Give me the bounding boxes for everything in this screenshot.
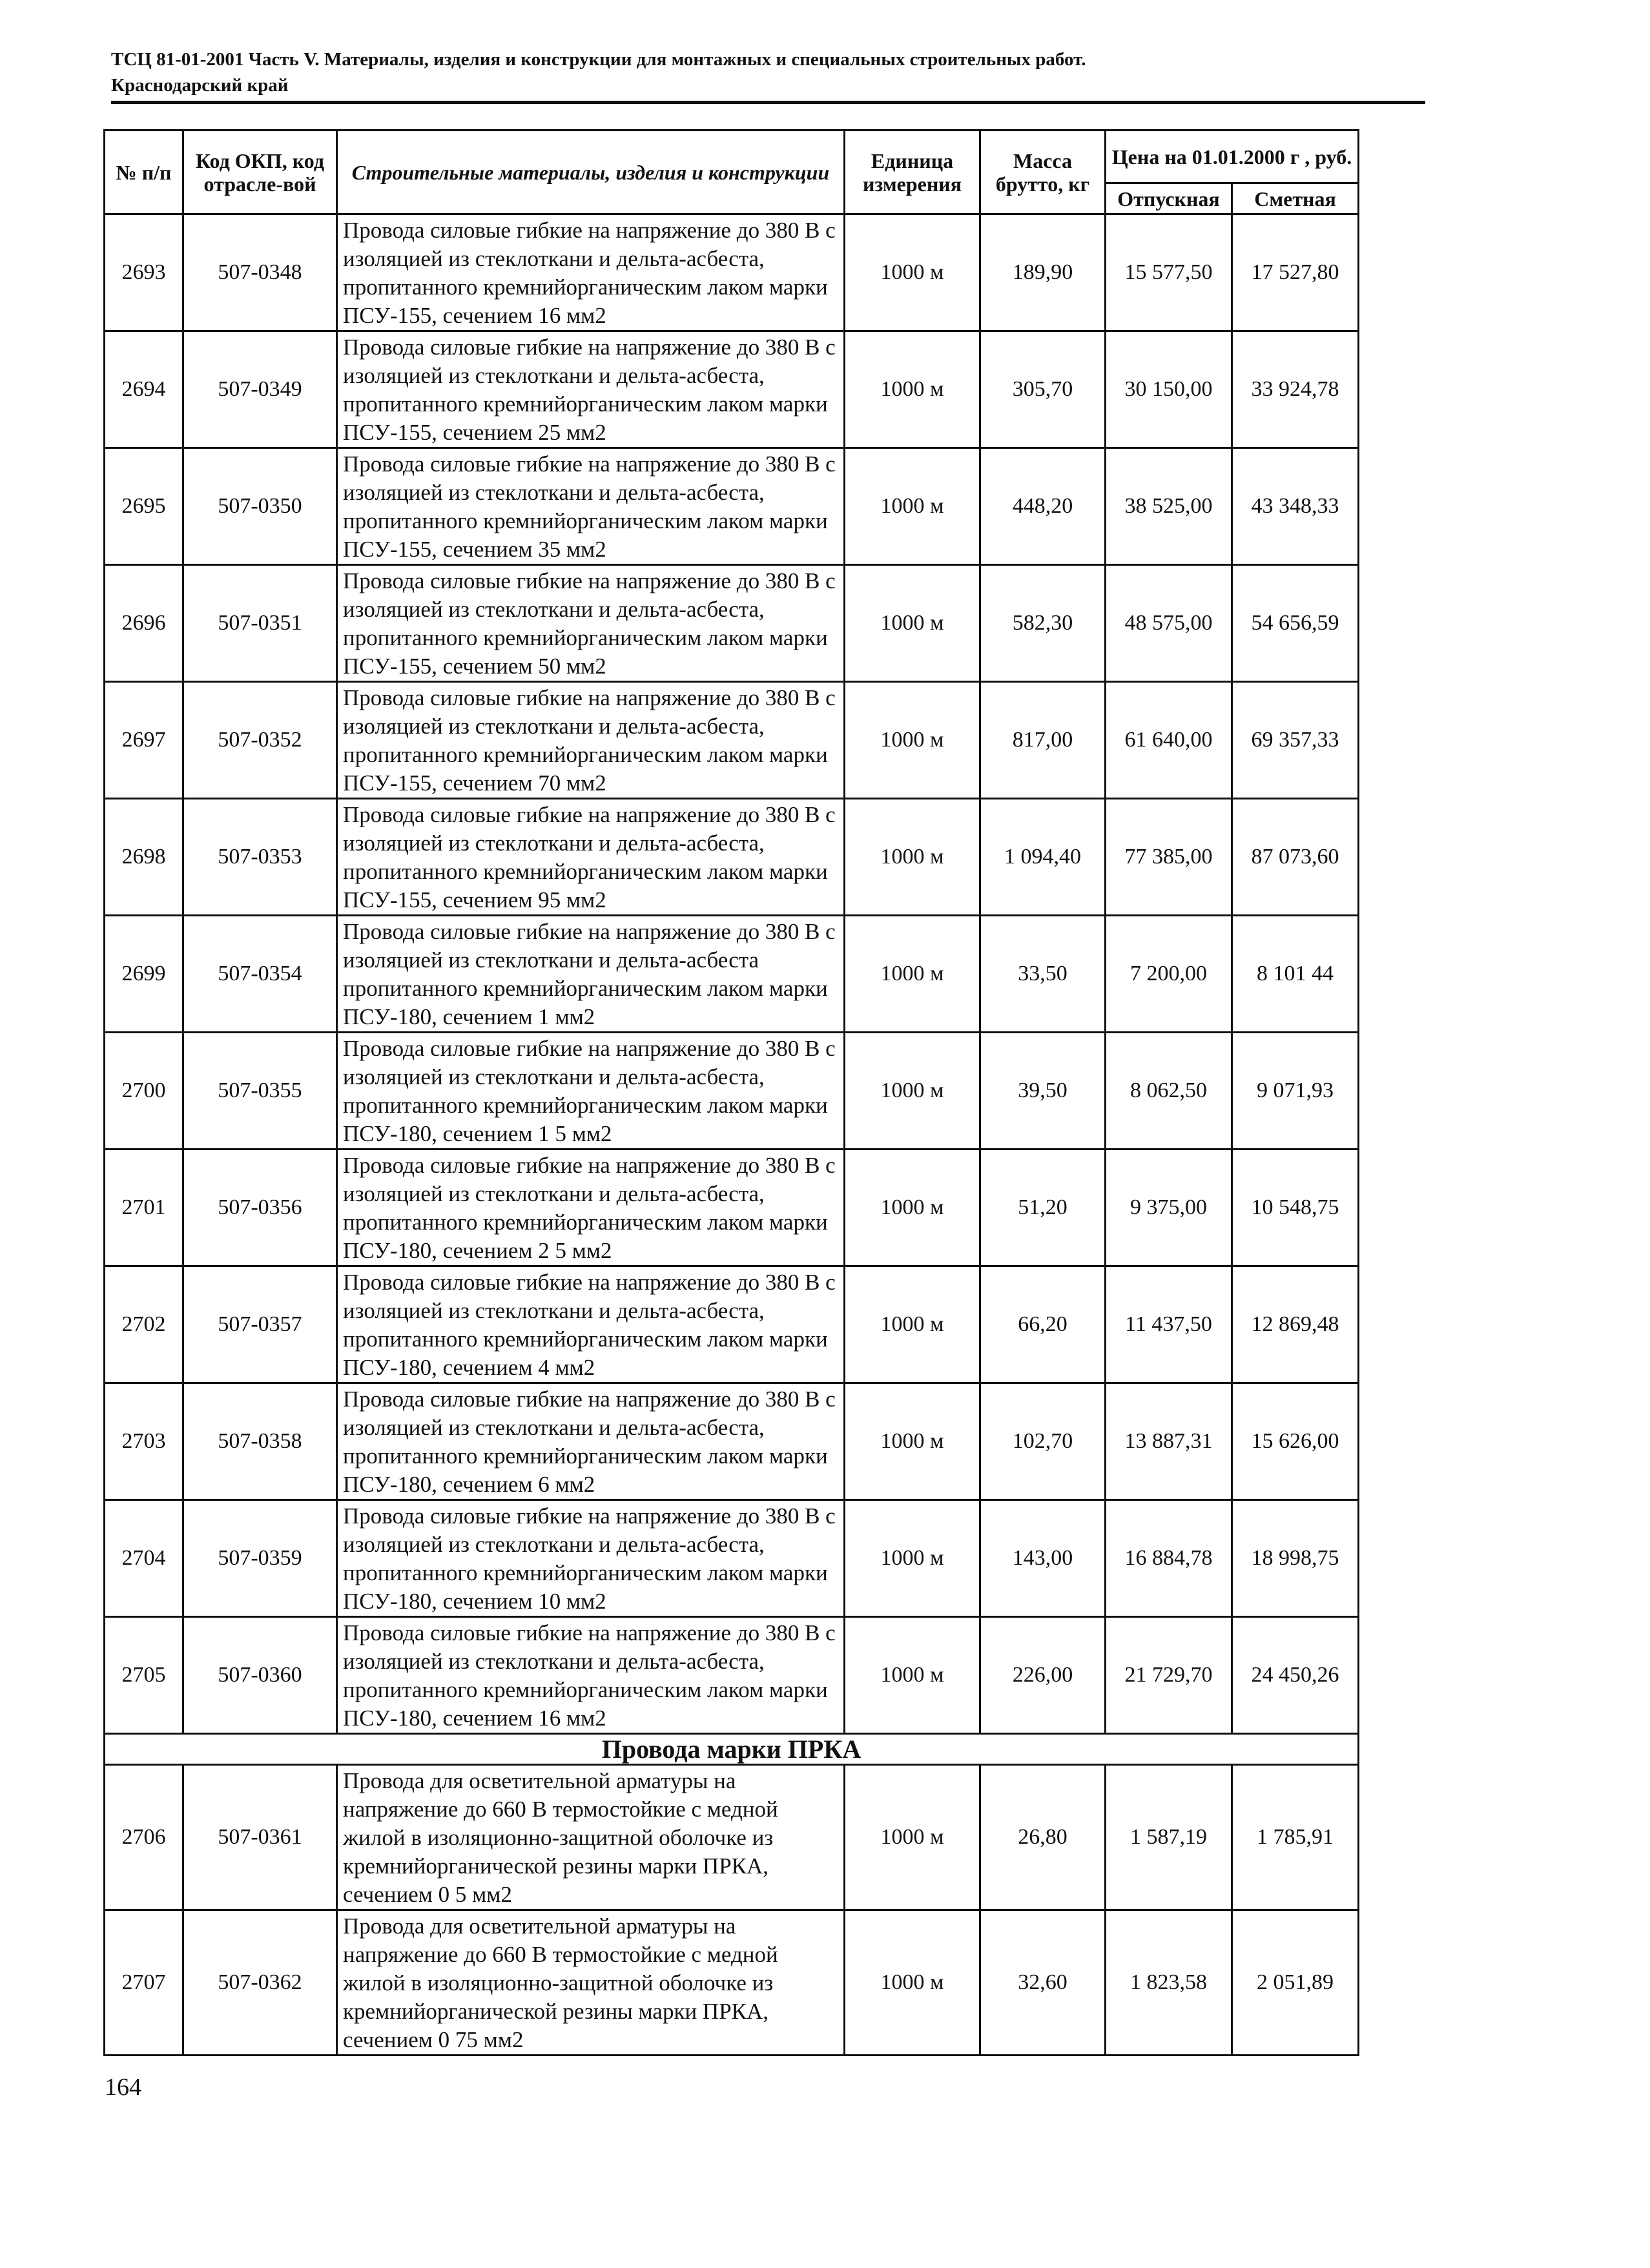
row-desc: Провода силовые гибкие на напряжение до 380 В с изоляцией из стеклоткани и дельта-асбеста, пропитанного кремнийорганическим лаком марки ПСУ-155, сечением 50 мм2 [337, 565, 845, 682]
col-header-price-release: Отпускная [1106, 183, 1232, 214]
table-row [105, 1033, 1359, 1149]
row-mass: 143,00 [980, 1500, 1106, 1617]
row-code: 507-0354 [183, 916, 337, 1033]
row-price-estimate: 1 785,91 [1232, 1765, 1359, 1910]
header-title: ТСЦ 81-01-2001 Часть V. Материалы, изделия и конструкции для монтажных и специальных строительных работ. [111, 49, 1086, 70]
row-price-release: 16 884,78 [1106, 1500, 1232, 1617]
row-code: 507-0353 [183, 799, 337, 916]
row-desc: Провода силовые гибкие на напряжение до 380 В с изоляцией из стеклоткани и дельта-асбеста, пропитанного кремнийорганическим лаком марки ПСУ-180, сечением 6 мм2 [337, 1383, 845, 1500]
row-num: 2693 [105, 214, 183, 331]
row-num: 2707 [105, 1910, 183, 2056]
row-mass: 1 094,40 [980, 799, 1106, 916]
row-price-release: 21 729,70 [1106, 1617, 1232, 1734]
row-price-estimate: 43 348,33 [1232, 448, 1359, 565]
row-code: 507-0362 [183, 1910, 337, 2056]
row-desc: Провода силовые гибкие на напряжение до 380 В с изоляцией из стеклоткани и дельта-асбеста, пропитанного кремнийорганическим лаком марки ПСУ-155, сечением 16 мм2 [337, 214, 845, 331]
price-table [103, 129, 1359, 2056]
row-price-estimate: 10 548,75 [1232, 1149, 1359, 1266]
row-price-release: 9 375,00 [1106, 1149, 1232, 1266]
row-desc: Провода для осветительной арматуры на напряжение до 660 В термостойкие с медной жилой в изоляционно-защитной оболочке из кремнийорганической резины марки ПРКА, сечением 0 5 мм2 [337, 1765, 845, 1910]
row-num: 2696 [105, 565, 183, 682]
row-desc: Провода силовые гибкие на напряжение до 380 В с изоляцией из стеклоткани и дельта-асбеста, пропитанного кремнийорганическим лаком марки ПСУ-155, сечением 95 мм2 [337, 799, 845, 916]
section-title: Провода марки ПРКА [105, 1734, 1359, 1765]
row-num: 2699 [105, 916, 183, 1033]
row-mass: 102,70 [980, 1383, 1106, 1500]
row-desc: Провода силовые гибкие на напряжение до 380 В с изоляцией из стеклоткани и дельта-асбеста пропитанного кремнийорганическим лаком марки ПСУ-180, сечением 1 мм2 [337, 916, 845, 1033]
row-num: 2697 [105, 682, 183, 799]
row-price-estimate: 8 101 44 [1232, 916, 1359, 1033]
row-desc: Провода силовые гибкие на напряжение до 380 В с изоляцией из стеклоткани и дельта-асбеста, пропитанного кремнийорганическим лаком марки ПСУ-180, сечением 2 5 мм2 [337, 1149, 845, 1266]
row-num: 2702 [105, 1266, 183, 1383]
row-num: 2706 [105, 1765, 183, 1910]
row-price-release: 38 525,00 [1106, 448, 1232, 565]
row-price-release: 8 062,50 [1106, 1033, 1232, 1149]
row-price-estimate: 17 527,80 [1232, 214, 1359, 331]
row-unit: 1000 м [845, 214, 980, 331]
row-mass: 33,50 [980, 916, 1106, 1033]
row-unit: 1000 м [845, 682, 980, 799]
table-row [105, 448, 1359, 565]
row-desc: Провода силовые гибкие на напряжение до 380 В с изоляцией из стеклоткани и дельта-асбеста, пропитанного кремнийорганическим лаком марки ПСУ-155, сечением 70 мм2 [337, 682, 845, 799]
row-price-release: 77 385,00 [1106, 799, 1232, 916]
row-num: 2695 [105, 448, 183, 565]
row-price-estimate: 24 450,26 [1232, 1617, 1359, 1734]
row-mass: 448,20 [980, 448, 1106, 565]
row-price-release: 1 823,58 [1106, 1910, 1232, 2056]
row-num: 2700 [105, 1033, 183, 1149]
table-row [105, 916, 1359, 1033]
col-header-code: Код ОКП, код отрасле-вой [183, 130, 337, 214]
row-unit: 1000 м [845, 799, 980, 916]
table-row [105, 1266, 1359, 1383]
row-code: 507-0361 [183, 1765, 337, 1910]
row-mass: 226,00 [980, 1617, 1106, 1734]
row-code: 507-0358 [183, 1383, 337, 1500]
row-mass: 582,30 [980, 565, 1106, 682]
page-number: 164 [105, 2074, 141, 2101]
table-row [105, 1500, 1359, 1617]
row-desc: Провода силовые гибкие на напряжение до 380 В с изоляцией из стеклоткани и дельта-асбеста, пропитанного кремнийорганическим лаком марки ПСУ-180, сечением 10 мм2 [337, 1500, 845, 1617]
row-price-release: 48 575,00 [1106, 565, 1232, 682]
row-code: 507-0355 [183, 1033, 337, 1149]
row-mass: 39,50 [980, 1033, 1106, 1149]
row-unit: 1000 м [845, 565, 980, 682]
row-price-estimate: 33 924,78 [1232, 331, 1359, 448]
row-mass: 305,70 [980, 331, 1106, 448]
row-mass: 26,80 [980, 1765, 1106, 1910]
row-unit: 1000 м [845, 1765, 980, 1910]
table-row [105, 682, 1359, 799]
row-code: 507-0349 [183, 331, 337, 448]
table-body [105, 214, 1359, 2056]
row-unit: 1000 м [845, 331, 980, 448]
row-price-release: 1 587,19 [1106, 1765, 1232, 1910]
row-unit: 1000 м [845, 448, 980, 565]
page-header [111, 46, 1425, 104]
row-price-estimate: 9 071,93 [1232, 1033, 1359, 1149]
row-unit: 1000 м [845, 1149, 980, 1266]
row-price-estimate: 69 357,33 [1232, 682, 1359, 799]
row-desc: Провода силовые гибкие на напряжение до 380 В с изоляцией из стеклоткани и дельта-асбеста, пропитанного кремнийорганическим лаком марки ПСУ-180, сечением 4 мм2 [337, 1266, 845, 1383]
row-desc: Провода силовые гибкие на напряжение до 380 В с изоляцией из стеклоткани и дельта-асбеста, пропитанного кремнийорганическим лаком марки ПСУ-155, сечением 25 мм2 [337, 331, 845, 448]
col-header-price-group: Цена на 01.01.2000 г , руб. [1106, 130, 1359, 183]
header-region: Краснодарский край [111, 75, 289, 96]
row-price-estimate: 2 051,89 [1232, 1910, 1359, 2056]
table-row [105, 1149, 1359, 1266]
col-header-desc: Строительные материалы, изделия и конструкции [337, 130, 845, 214]
row-unit: 1000 м [845, 1383, 980, 1500]
row-price-estimate: 87 073,60 [1232, 799, 1359, 916]
row-num: 2694 [105, 331, 183, 448]
row-mass: 32,60 [980, 1910, 1106, 2056]
row-code: 507-0360 [183, 1617, 337, 1734]
row-price-release: 13 887,31 [1106, 1383, 1232, 1500]
row-unit: 1000 м [845, 1617, 980, 1734]
row-price-release: 11 437,50 [1106, 1266, 1232, 1383]
table-header [105, 130, 1359, 214]
row-unit: 1000 м [845, 916, 980, 1033]
row-num: 2703 [105, 1383, 183, 1500]
row-price-release: 61 640,00 [1106, 682, 1232, 799]
row-unit: 1000 м [845, 1500, 980, 1617]
col-header-unit: Единица измерения [845, 130, 980, 214]
table-row [105, 799, 1359, 916]
row-mass: 817,00 [980, 682, 1106, 799]
row-code: 507-0351 [183, 565, 337, 682]
row-price-estimate: 15 626,00 [1232, 1383, 1359, 1500]
row-desc: Провода силовые гибкие на напряжение до 380 В с изоляцией из стеклоткани и дельта-асбеста, пропитанного кремнийорганическим лаком марки ПСУ-180, сечением 1 5 мм2 [337, 1033, 845, 1149]
row-desc: Провода силовые гибкие на напряжение до 380 В с изоляцией из стеклоткани и дельта-асбеста, пропитанного кремнийорганическим лаком марки ПСУ-155, сечением 35 мм2 [337, 448, 845, 565]
table-row [105, 1383, 1359, 1500]
row-price-estimate: 12 869,48 [1232, 1266, 1359, 1383]
col-header-num: № п/п [105, 130, 183, 214]
row-mass: 189,90 [980, 214, 1106, 331]
row-price-release: 30 150,00 [1106, 331, 1232, 448]
col-header-mass: Масса брутто, кг [980, 130, 1106, 214]
row-unit: 1000 м [845, 1910, 980, 2056]
row-code: 507-0350 [183, 448, 337, 565]
row-num: 2704 [105, 1500, 183, 1617]
table-row [105, 214, 1359, 331]
row-mass: 51,20 [980, 1149, 1106, 1266]
row-num: 2705 [105, 1617, 183, 1734]
row-code: 507-0359 [183, 1500, 337, 1617]
table-row [105, 1910, 1359, 2056]
table-row [105, 1765, 1359, 1910]
table-row [105, 1617, 1359, 1734]
row-unit: 1000 м [845, 1266, 980, 1383]
table-row [105, 331, 1359, 448]
row-price-release: 7 200,00 [1106, 916, 1232, 1033]
row-code: 507-0348 [183, 214, 337, 331]
row-unit: 1000 м [845, 1033, 980, 1149]
row-price-release: 15 577,50 [1106, 214, 1232, 331]
row-desc: Провода силовые гибкие на напряжение до 380 В с изоляцией из стеклоткани и дельта-асбеста, пропитанного кремнийорганическим лаком марки ПСУ-180, сечением 16 мм2 [337, 1617, 845, 1734]
row-price-estimate: 54 656,59 [1232, 565, 1359, 682]
row-desc: Провода для осветительной арматуры на напряжение до 660 В термостойкие с медной жилой в изоляционно-защитной оболочке из кремнийорганической резины марки ПРКА, сечением 0 75 мм2 [337, 1910, 845, 2056]
row-num: 2701 [105, 1149, 183, 1266]
col-header-price-estimate: Сметная [1232, 183, 1359, 214]
row-code: 507-0357 [183, 1266, 337, 1383]
row-code: 507-0356 [183, 1149, 337, 1266]
row-num: 2698 [105, 799, 183, 916]
table-row [105, 565, 1359, 682]
row-price-estimate: 18 998,75 [1232, 1500, 1359, 1617]
row-code: 507-0352 [183, 682, 337, 799]
section-row [105, 1734, 1359, 1765]
row-mass: 66,20 [980, 1266, 1106, 1383]
